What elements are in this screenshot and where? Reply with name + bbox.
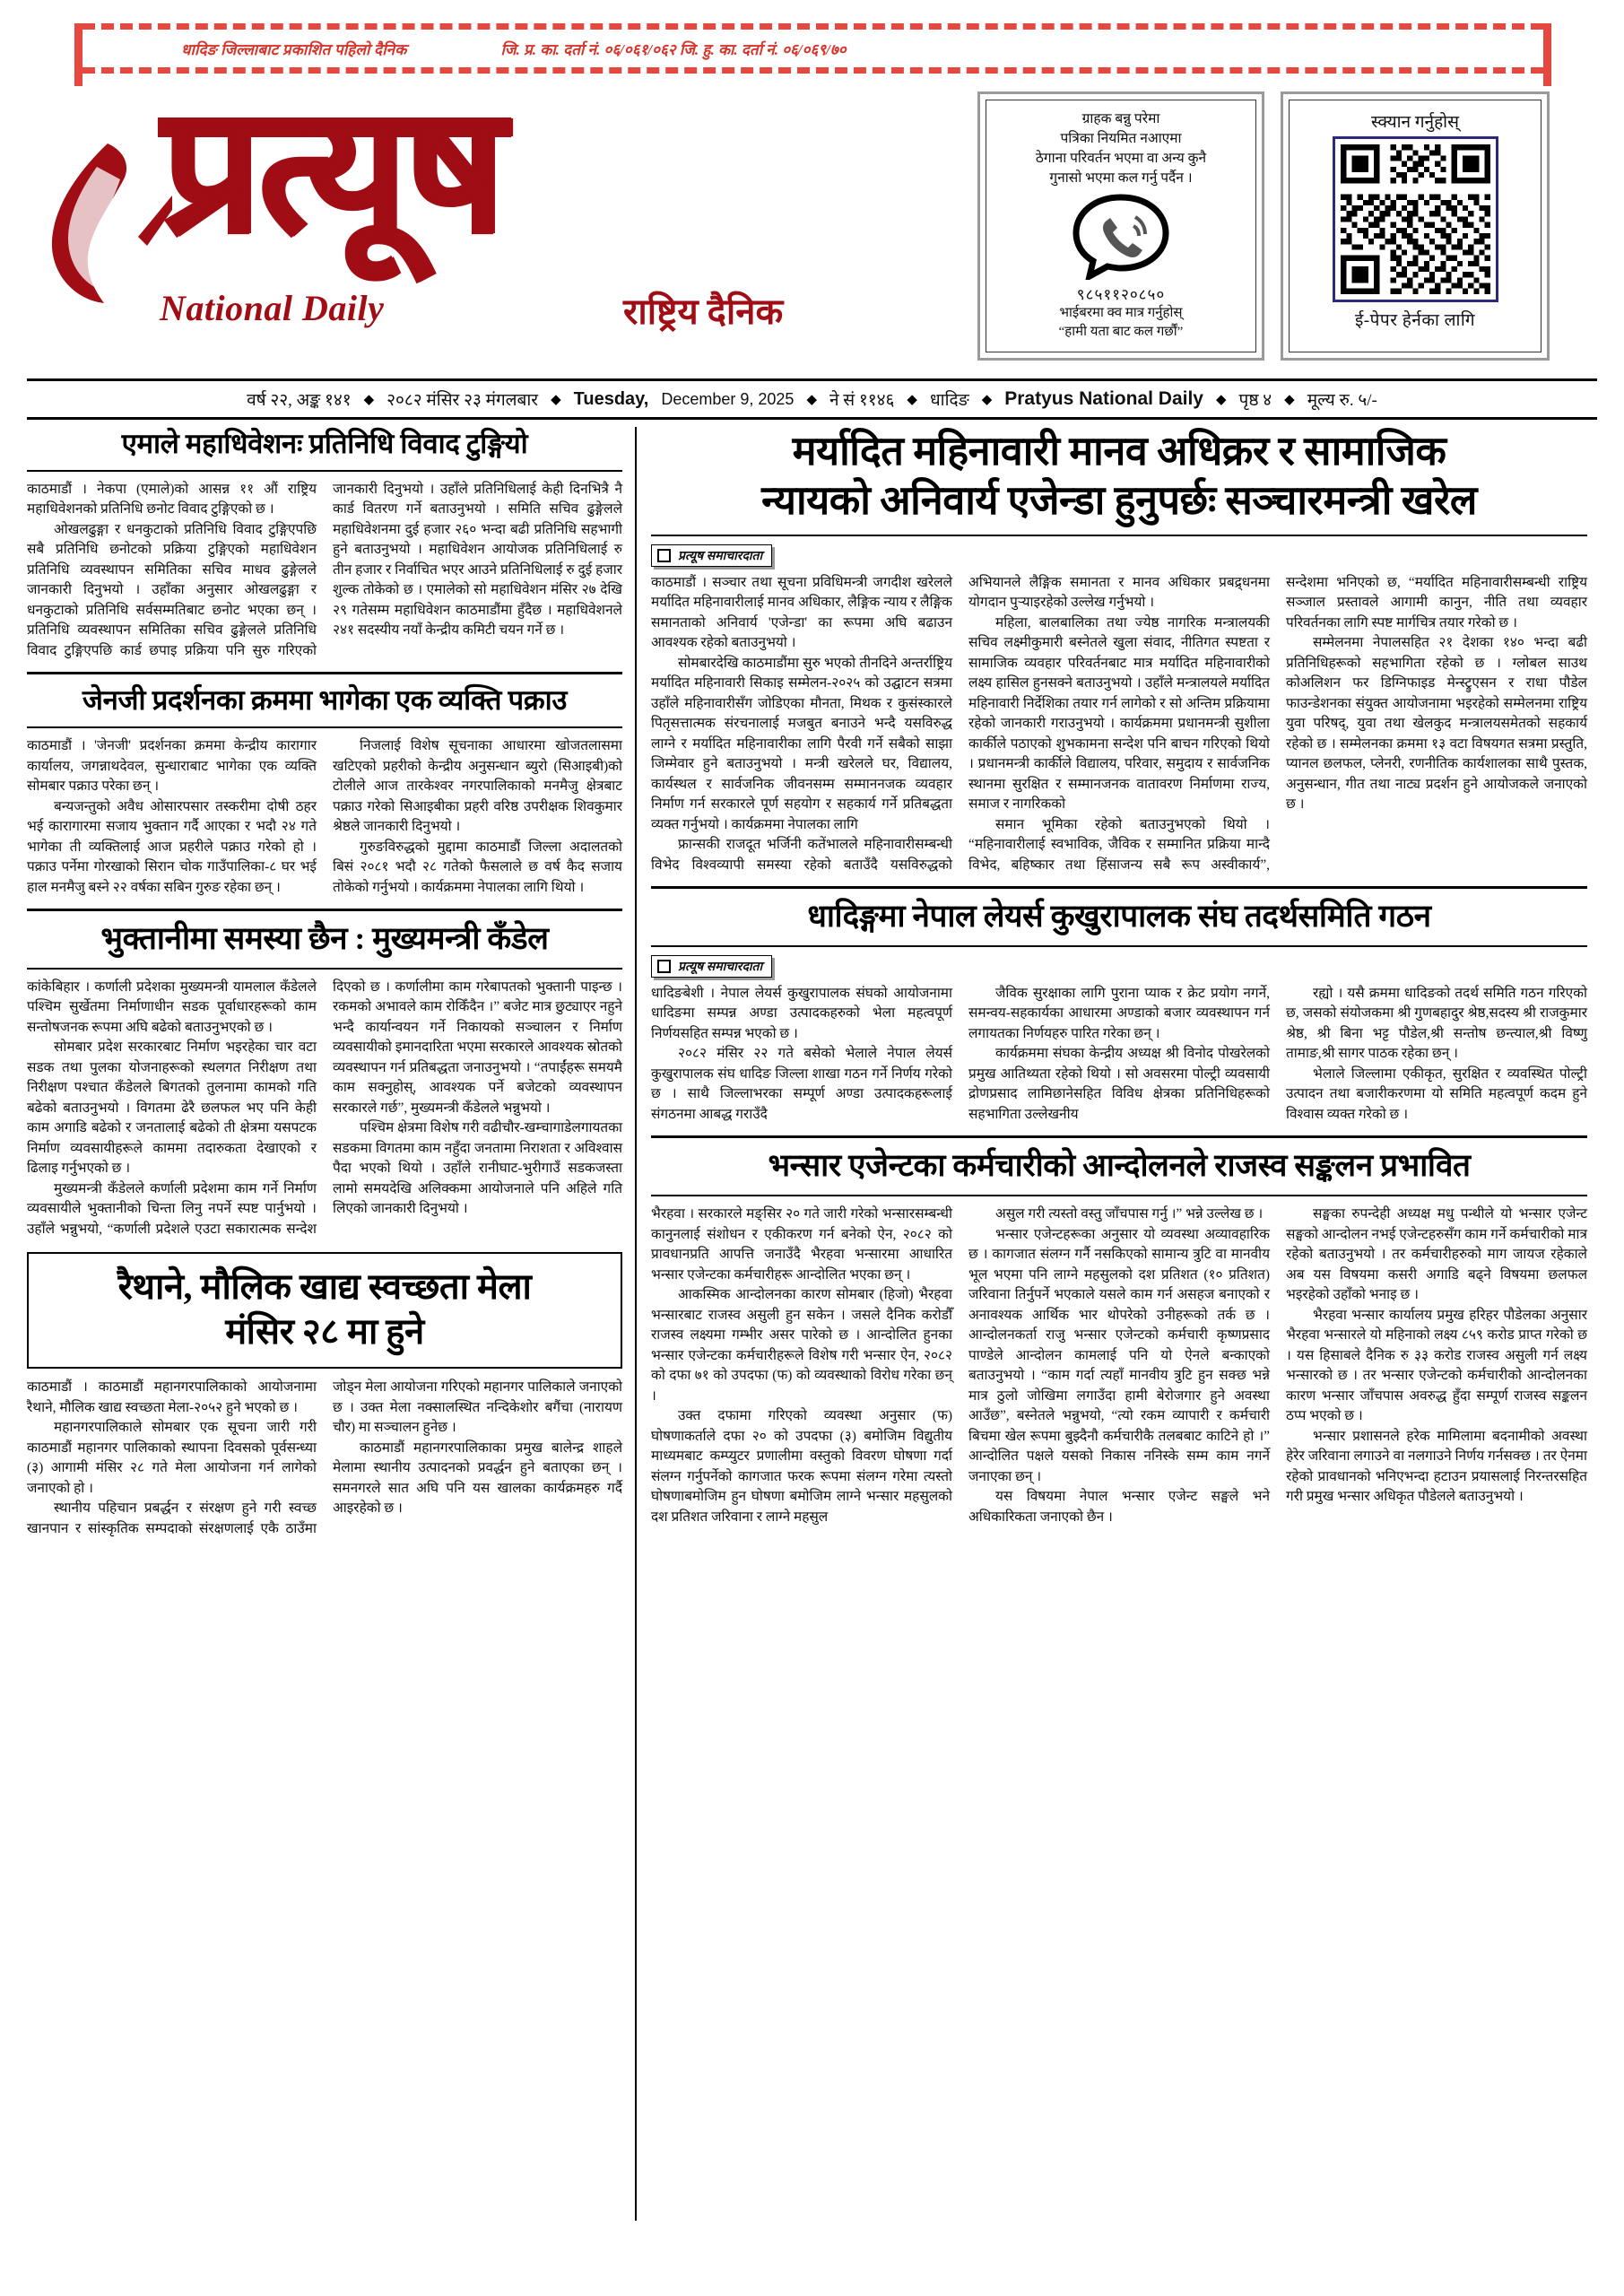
story-emale-convention — [27, 427, 622, 661]
qr-scan-box — [1281, 91, 1550, 361]
byline-tag — [651, 544, 772, 567]
paragraph: काठमाडौं । 'जेनजी' प्रदर्शनका क्रममा केन्द्रीय कारागार कार्यालय, जगन्नाथदेवल, सुन्धाराबाट भागेका एक व्यक्ति सोमबार पक्राउ परेका छन् । — [27, 738, 317, 795]
paragraph: भन्सार प्रशासनले हरेक मामिलामा बदनामीको अवस्था हेरेर जरिवाना लगाउने वा नलगाउने निर्णय गर्नसक्छ । तर ऐनमा रहेको प्रावधानको भनिएभन्दा हटाउन प्रयासलाई निरन्तरसहित गरी प्रमुख भन्सार अधिकृत पौडेलले बताउनुभयो । — [1286, 1428, 1587, 1505]
headline-poultry[interactable]: धादिङ्गमा नेपाल लेयर्स कुखुरापालक संघ तदर्थसमिति गठन — [807, 899, 1431, 935]
masthead-row — [27, 74, 1597, 373]
date-nepali: २०८२ मंसिर २३ मंगलबार — [386, 391, 539, 410]
headline-payment-cm[interactable]: भुक्तानीमा समस्या छैन : मुख्यमन्त्री कँडेल — [100, 921, 549, 957]
qr-title: स्क्यान गर्नुहोस् — [1371, 113, 1459, 132]
qr-footer: ई-पेपर हेर्नका लागि — [1354, 311, 1476, 330]
paragraph: २०८२ मंसिर २२ गते बसेको भेलाले नेपाल लेयर्स कुखुरापालक संघ धादिङ जिल्ला शाखा गठन गर्ने निर्णय गरेको छ । साथै जिल्लाभरका सम्पूर्ण अण्डा उत्पादकहरूलाई संगठनमा आबद्ध गराउँदै — [651, 1046, 952, 1122]
story-genz-arrest — [27, 683, 622, 898]
viber-line-2: पत्रिका नियमित नआएमा — [1060, 131, 1182, 146]
flame-pen-icon — [38, 140, 172, 306]
body-emale-convention — [27, 480, 622, 662]
publication-place: धादिङ — [929, 391, 969, 410]
subscriber-contact-box — [977, 91, 1264, 361]
separator-diamond-6: ◆ — [1216, 392, 1227, 407]
divider — [651, 886, 1587, 889]
body-food-fair — [27, 1378, 622, 1539]
separator-diamond-5: ◆ — [981, 392, 993, 407]
separator-diamond-2: ◆ — [551, 392, 561, 407]
viber-line-1: ग्राहक बन्नु परेमा — [1081, 111, 1160, 126]
divider — [27, 968, 622, 970]
paragraph: महिला, बालबालिका तथा ज्येष्ठ नागरिक मन्त्रालयकी सचिव लक्ष्मीकुमारी बस्नेतले खुला संवाद, नीतिगत स्पष्टता र सामाजिक व्यवहार परिवर्तनबाट मात्र मर्यादित महिनावारीको लक्ष्य हासिल हुनसक्ने बताउनुभयो । उहाँले मन्त्रालयले मर्यादित महिनावारी निर्देशिका तयार गर्न लागेको र सो अन्तिम प्रक्रियामा रहेको जानकारी गराउनुभयो । कार्यक्रममा प्रधानमन्त्री सुशीला कार्कीले पठाएको शुभकामना सन्देश पनि बाचन गरिएको थियो । प्रधानमन्त्री कार्कीले विद्यालय, परिवार, समुदाय र सार्वजनिक स्थानमा सुरक्षित र सम्मानजनक वातावरण निर्माणमा राज्य, समाज र नागरिकको — [968, 614, 1270, 813]
viber-phone-icon — [1071, 194, 1171, 280]
byline-label: प्रत्यूष समाचारदाता — [678, 549, 763, 563]
paragraph: कांकेबिहार । कर्णाली प्रदेशका मुख्यमन्त्री यामलाल कँडेलले पश्चिम सुर्खेतमा निर्माणाधीन सडक पूर्वाधारहरूको काम सन्तोषजनक रूपमा अघि बढेको बताउनुभएको छ । — [27, 978, 317, 1035]
viber-note-1: भाईबरमा क्व मात्र गर्नुहोस् — [1059, 306, 1183, 320]
nameplate — [27, 74, 960, 332]
paragraph: सङ्घका रुपन्देही अध्यक्ष मधु पन्थीले यो भन्सार एजेन्ट सङ्घको आन्दोलन नभई एजेन्टहरुसँग काम गर्ने कर्मचारीको मात्र रहेको बताउनुभयो । तर कर्मचारीहरुको माग जायज रहेकाले अब यस विषयमा कसरी अगाडि बढ्ने विषयमा छलफल भइरहेको उहाँको भनाइ छ । — [1286, 1206, 1587, 1303]
headline-genz-arrest[interactable]: जेनजी प्रदर्शनका क्रममा भागेका एक व्यक्ति पक्राउ — [82, 684, 568, 717]
byline-square-icon — [657, 960, 671, 973]
boxed-headline-food-fair[interactable] — [27, 1252, 622, 1369]
separator-diamond-7: ◆ — [1284, 392, 1295, 407]
separator-diamond-1: ◆ — [363, 392, 375, 407]
paragraph: धादिङबेशी । नेपाल लेयर्स कुखुरापालक संघको आयोजनामा धादिङमा सम्पन्न अण्डा उत्पादकहरुको भेला महत्वपूर्ण निर्णयसहित सम्पन्न भएको छ । — [651, 985, 952, 1041]
paragraph: काठमाडौं । सञ्चार तथा सूचना प्रविधिमन्त्री जगदीश खरेलले मर्यादित महिनावारीलाई मानव अधिकार, लैङ्गिक न्याय र लैङ्गिक समानताको अनिवार्य 'एजेन्डा' का रूपमा अघि बढाउन आवश्यक रहेको बताउनुभयो । — [651, 574, 952, 651]
divider — [651, 1135, 1587, 1138]
divider — [651, 1195, 1587, 1196]
divider — [651, 945, 1587, 947]
masthead-logo — [27, 74, 977, 373]
volume-issue: वर्ष २२, अङ्क १४१ — [247, 391, 352, 410]
weekday-english: Tuesday, — [573, 388, 649, 409]
masthead-subtitle-english: National Daily — [160, 288, 385, 328]
registration-strip — [83, 23, 1543, 74]
paragraph: समान भूमिका रहेको बताउनुभएको थियो । “महिनावारीलाई स्वभाविक, जैविक र सम्मानित प्रक्रिया मान्दै विभेद, बहिष्कार तथा हिंसाजन्य सबै रूप अस्वीकार्य”, सन्देशमा भनिएको छ, “मर्यादित महिनावारीसम्बन्धी राष्ट्रिय सञ्जाल प्रस्तावले आगामी कानुन, नीति तथा व्यवहार परिवर्तनका लागि स्पष्ट मार्गचित्र तयार गरेको छ । — [968, 574, 1587, 873]
paragraph: भैरहवा भन्सार कार्यालय प्रमुख हरिहर पौडेलका अनुसार भैरहवा भन्सारले यो महिनाको लक्ष्य ८५९ करोड प्राप्त गरेको छ । यस हिसाबले दैनिक रु ३३ करोड राजस्व असुली गर्न लक्ष्य भन्सारको छ । तर भन्सार एजेन्टको कर्मचारीको आन्दोलनका कारण भन्सार जाँचपास अवरुद्ध हुँदा सम्पूर्ण राजस्व सङ्कलन ठप्प भएको छ । — [1286, 1307, 1587, 1424]
story-menstruation-lead — [651, 427, 1587, 875]
paragraph: यस विषयमा नेपाल भन्सार एजेन्ट सङ्घले भने अधिकारिकता जनाएको छैन । — [968, 1489, 1270, 1525]
brand-name-english: Pratyus National Daily — [1004, 388, 1203, 409]
story-customs-agents — [651, 1147, 1587, 1527]
headline-lead-line1[interactable]: मर्यादित महिनावारी मानव अधिक्रर र सामाजिक — [792, 429, 1446, 474]
content-area — [27, 427, 1597, 2221]
viber-line-4: गुनासो भएमा कल गर्नु पर्दैन । — [1049, 170, 1193, 186]
byline-tag — [651, 955, 772, 978]
body-payment-cm — [27, 978, 622, 1240]
paragraph: बन्यजन्तुको अवैध ओसारपसार तस्करीमा दोषी ठहर भई कारागारमा सजाय भुक्तान गर्दै आएका र भदौ २४ गते भागेका ती व्यक्तिलाई आज प्रहरीले पक्राउ गरेको हो । पक्राउ पर्नेमा गोरखाको सिरान चोक गाउँपालिका-८ घर भई हाल मनमैजु बस्ने २२ वर्षका सबिन गुरुङ रहेका छन् । — [27, 798, 317, 895]
separator-diamond-3: ◆ — [806, 392, 817, 407]
paragraph: सम्मेलनमा नेपालसहित २१ देशका १४० भन्दा बढी प्रतिनिधिहरूको सहभागिता रहेको छ । ग्लोबल साउथ कोअलिशन फर डिग्निफाइड मेन्स्ट्रुएसन र राधा पौडेल फाउन्डेशनका संयुक्त आयोजनामा भइरहेको सम्मेलनमा राष्ट्रिय युवा परिषद्, युवा तथा खेलकुद मन्त्रालयसमेतको सहकार्य रहेको छ । सम्मेलनका क्रममा १३ वटा विषयगत सत्रमा प्रस्तुति, प्यानल छलफल, प्लेनरी, रणनीतिक कार्यशालका साथै पुस्तक, अनुसन्धान, गीत तथा नाट्य प्रदर्शन हुने आयोजकले जनाएको छ । — [1286, 635, 1587, 813]
paragraph: गुरुङविरुद्धको मुद्दामा काठमाडौं जिल्ला अदालतको बिसं २०८१ भदौ २८ गतेको फैसलाले छ वर्ष कैद सजाय तोकेको गर्नुभयो । कार्यक्रममा नेपालका लागि थियो । — [333, 839, 622, 895]
paragraph: कार्यक्रममा संघका केन्द्रीय अध्यक्ष श्री विनोद पोखरेलको प्रमुख आतिथ्यता रहेको थियो । सो अवसरमा पोल्ट्री व्यवसायी द्रोणप्रसाद लामिछानेसहित विविध क्षेत्रका प्रतिनिधिहरूको सहभागिता उल्लेखनीय — [968, 1046, 1270, 1122]
divider — [27, 672, 622, 674]
header-boxes — [977, 91, 1550, 361]
story-poultry-association — [651, 898, 1587, 1125]
paragraph: काठमाडौं । काठमाडौं महानगरपालिकाको आयोजनामा रैथाने, मौलिक खाद्य स्वच्छता मेला-२०५२ हुने भएको छ । — [27, 1379, 317, 1415]
viber-phone-number: ९८५११२०८५० — [1076, 286, 1166, 303]
divider — [27, 909, 622, 911]
paragraph: भन्सार एजेन्टहरूका अनुसार यो व्यवस्था अव्यावहारिक छ । कागजात संलग्न गर्नै नसकिएको सामान्य त्रुटि वा मानवीय भूल भएमा पनि लाग्ने महसुलको दश प्रतिशत (१० प्रतिशत) जरिवाना तिर्नुपर्ने भएकाले यसले काम गर्न असहज बनाएको र अनावश्यक आर्थिक भार थोपरेको उनीहरूको तर्क छ । आन्दोलनकर्ता राजु भन्सार एजेन्टको कर्मचारी कृष्णप्रसाद पाण्डेले आन्दोलन कामलाई पनि यो ऐनले बन्काएको बताउनुभयो । “काम गर्दा त्यहाँ मानवीय त्रुटि हुन सक्छ भन्ने मात्र ठुलो जोखिमा लगाउँदा हामी बेरोजगार हुने अवस्था आउँछ”, बस्नेतले भन्नुभयो, “त्यो रकम व्यापारी र कर्मचारी बिचमा खेल रूपमा बुझ्दैनौ कर्मचारीकै तलबबाट काटिने हो ।” आन्दोलित पक्षले यसको निकास ननिस्के सम्म काम नगर्ने जनाएका छन् । — [968, 1226, 1270, 1484]
separator-diamond-4: ◆ — [907, 392, 917, 407]
date-english: December 9, 2025 — [661, 389, 795, 408]
right-column — [637, 427, 1587, 2221]
paragraph: भेलाले जिल्लामा एकीकृत, सुरक्षित र व्यवस्थित पोल्ट्री उत्पादन तथा बजारीकरणमा यो समिति महत्वपूर्ण कदम हुने विश्वास व्यक्त गरेको छ । — [1286, 1065, 1587, 1122]
paragraph: आकस्मिक आन्दोलनका कारण सोमबार (हिजो) भैरहवा भन्सारबाट राजस्व असुली हुन सकेन । जसले दैनिक करोडौँ राजस्व लक्ष्यमा गम्भीर असर पारेको छ । आन्दोलित हुनका भन्सार एजेन्टका कर्मचारीहरूले विशेष गरी भन्सार ऐन, २०८२ को दफा ७१ को उपदफा (फ) को व्यवस्थाको विरोध गरेका छन् । — [651, 1287, 952, 1404]
paragraph: निजलाई विशेष सूचनाका आधारमा खोजतलासमा खटिएको प्रहरीको केन्द्रीय अनुसन्धान ब्युरो (सिआइबी)को टोलीले आज तारकेश्वर नगरपालिकाको मनमैजु क्षेत्रबाट पक्राउ गरेको सिआइबीका प्रहरी वरिष्ठ उपरीक्षक शिवकुमार श्रेष्ठले जानकारी दिनुभयो । — [333, 738, 622, 835]
headline-food-fair-line1: रैथाने, मौलिक खाद्य स्वच्छता मेला — [117, 1266, 532, 1308]
divider — [27, 470, 622, 472]
paragraph: स्थानीय पहिचान प्रबर्द्धन र संरक्षण हुने गरी स्वच्छ खानपान र सांस्कृतिक सम्पदाको संरक्षणलाई एकै ठाउँमा जोड्न मेला आयोजना गरिएको महानगर पालिकाले जनाएको छ । उक्त मेला नक्सालस्थित नन्दिकेशोर बगैंचा (नारायण चौर) मा सञ्चालन हुनेछ । — [27, 1379, 622, 1536]
body-lead — [651, 573, 1587, 876]
paragraph: पश्चिम क्षेत्रमा विशेष गरी वढीचौर-खम्चागाडेलगायतका सडकमा विगतमा काम नहुँदा जनतामा निराशता र अविश्वास पैदा भएको थियो । उहाँले रानीघाट-भुरीगाउँ सडकजस्ता लामो समयदेखि अलिक्कमा आयोजनाले पनि अहिले गति लिएको जानकारी दिनुभयो । — [333, 1120, 622, 1217]
viber-line-3: ठेगाना परिवर्तन भएमा वा अन्य कुनै — [1035, 151, 1207, 166]
registration-right-text: जि. प्र. का. दर्ता नं. ०६/०६१/०६२ जि. हु. का. दर्ता नं. ०६/०६९/७० — [500, 40, 847, 58]
dateline-bar — [27, 378, 1597, 420]
paragraph: काठमाडौं महानगरपालिकाका प्रमुख बालेन्द्र शाहले मेलामा स्थानीय उत्पादनको प्रवर्द्धन हुने बताएका छन् । समनगरले सात अघि पनि यस खालका कार्यक्रमहरु गर्दै आइरहेको छ । — [333, 1439, 622, 1517]
headline-customs[interactable]: भन्सार एजेन्टका कर्मचारीको आन्दोलनले राजस्व सङ्कलन प्रभावित — [768, 1148, 1471, 1184]
viber-note-2: “हामी यता बाट कल गर्छौं” — [1058, 325, 1184, 339]
paragraph: महानगरपालिकाले सोमबार एक सूचना जारी गरी काठमाडौं महानगर पालिकाको स्थापना दिवसको पूर्वसन्ध्या (३) आगामी मंसिर २८ गते मेला आयोजना गर्न लागेको जनाएको हो । — [27, 1420, 317, 1496]
price: मूल्य रु. ५/- — [1307, 391, 1377, 410]
page-count: पृष्ठ ४ — [1238, 391, 1272, 410]
paragraph: उक्त दफामा गरिएको व्यवस्था अनुसार (फ) घोषणाकर्ताले दफा २० को उपदफा (३) बमोजिम विद्युतीय माध्यमबाट कम्प्युटर प्रणालीमा वस्तुको विवरण घोषणा गर्दा संलग्न गर्नुपर्नेको कागजात फरक रूपमा संलग्न गरेमा त्यस्तो घोषणाबमोजिम हुन घोषणा बमोजिम लाग्ने भन्सार महसुलको दश प्रतिशत जरिवाना र लाग्ने महसुल — [651, 1408, 952, 1525]
paragraph: भैरहवा । सरकारले मङ्सिर २० गते जारी गरेको भन्सारसम्बन्धी कानुनलाई संशोधन र एकीकरण गर्न बनेको ऐन, २०८२ को प्रावधानप्रति आपत्ति जनाउँदै भैरहवा भन्सारमा आधारित भन्सार एजेन्टका कर्मचारीहरू आन्दोलित भएका छन् । — [651, 1206, 952, 1283]
paragraph: मुख्यमन्त्री कँडेलले कर्णाली प्रदेशमा काम गर्ने निर्माण व्यवसायीले भुक्तानीको चिन्ता लिनु नपर्ने स्पष्ट पार्नुभयो । उहाँले भन्नुभयो, “कर्णाली प्रदेशले एउटा सकारात्मक सन्देश दिएको छ । कर्णालीमा काम गरेबापतको भुक्तानी पाइन्छ । रकमको अभावले काम रोकिँदैन ।” बजेट मात्र छुट्याएर नहुने भन्दै कार्यान्वयन गर्ने निकायको सञ्चालन र निर्माण व्यवसायीको इमानदारिता भएमा सरकारले आवश्यक स्रोतको व्यवस्थापन गर्न प्रतिबद्धता जनाउनुभयो । “तपाईंहरू समयमै काम सक्नुहोस्, आवश्यक पर्ने बजेटको व्यवस्थापन सरकारले गर्छ”, मुख्यमन्त्री कँडेलले भन्नुभयो । — [27, 978, 622, 1237]
paragraph: रह्यो । यसै क्रममा धादिङको तदर्थ समिति गठन गरिएको छ, जसको संयोजकमा श्री गुणबहादुर श्रेष्ठ,सदस्य श्री राजकुमार श्रेष्ठ, श्री बिना भट्ट पौडेल,श्री सन्तोष छन्त्याल,श्री विष्णु तामाङ,श्री सागर पाठक रहेका छन् । — [1286, 985, 1587, 1062]
byline-label: प्रत्यूष समाचारदाता — [678, 960, 763, 974]
paragraph: असुल गरी त्यस्तो वस्तु जाँचपास गर्नु ।” भन्ने उल्लेख छ । — [995, 1206, 1264, 1222]
divider — [651, 535, 1587, 536]
masthead-subtitle-nepali: राष्ट्रिय दैनिक — [623, 291, 784, 332]
paragraph: काठमाडौं । नेकपा (एमाले)को आसन्न ११ औं राष्ट्रिय महाधिवेशनको प्रतिनिधि छनोट विवाद टुङ्गिएको छ । — [27, 481, 317, 517]
story-food-fair — [27, 1252, 622, 1539]
paragraph: सोमबारदेखि काठमाडौंमा सुरु भएको तीनदिने अन्तर्राष्ट्रिय मर्यादित महिनावारी सिकाइ सम्मेलन-२०२५ को उद्घाटन सत्रमा उहाँले महिनावारीसँग जोडिएका मौनता, मिथक र कुसंस्कारले पितृसत्तात्मक संरचनालाई मजबुत बनाउने भन्दै यसविरुद्ध लाग्ने र मर्यादित महिनावारीका लागि पैरवी गर्ने सबैको साझा जिम्मेवार हुने बताउनुभयो । मन्त्री खरेलले घर, विद्यालय, कार्यस्थल र सार्वजनिक जीवनसम्म सम्माननजक व्यवहार निर्माण गर्न सरकारले पूर्ण सहयोग र सहकार्य गर्ने प्रतिबद्धता व्यक्त गर्नुभयो । कार्यक्रममा नेपालका लागि — [651, 655, 952, 832]
headline-lead-line2[interactable]: न्यायको अनिवार्य एजेन्डा हुनुपर्छः सञ्चारमन्त्री खरेल — [761, 477, 1477, 523]
byline-square-icon — [657, 549, 671, 562]
qr-code-icon[interactable] — [1333, 136, 1498, 302]
body-genz-arrest — [27, 736, 622, 898]
registration-left-text: धादिङ जिल्लाबाट प्रकाशित पहिलो दैनिक — [181, 40, 407, 58]
paragraph: जैविक सुरक्षाका लागि पुराना प्याक र क्रेट प्रयोग नगर्ने, समन्वय-सहकार्यका आधारमा अण्डाको बजार व्यवस्थापन गर्न लगायतका निर्णयहरु पारित गरेका छन् । — [968, 985, 1270, 1041]
body-poultry — [651, 984, 1587, 1126]
masthead-title: प्रत्यूष — [161, 74, 502, 269]
paragraph: ओखलढुङ्गा र धनकुटाको प्रतिनिधि विवाद टुङ्गिएपछि सबै प्रतिनिधि छनोटको प्रक्रिया टुङ्गिएको महाधिवेशन प्रतिनिधि व्यवस्थापन समितिका सचिव माधव ढुङ्गेलले जानकारी दिनुभयो । उहाँका अनुसार ओखलढुङ्गा र धनकुटाको प्रतिनिधि सर्वसम्मतिबाट छनोट भएका छन् । प्रतिनिधि व्यवस्थापन समितिका सचिव ढुङ्गेलले प्रतिनिधि विवाद टुङ्गिएपछि कार्ड छपाइ प्रक्रिया पनि सुरु गरिएको जानकारी दिनुभयो । उहाँले प्रतिनिधिलाई केही दिनभित्रै नै कार्ड वितरण गर्ने बताउनुभयो । समिति सचिव ढुङ्गेलले महाधिवेशनमा दुई हजार २६० भन्दा बढी प्रतिनिधि सहभागी हुने बताउनुभयो । महाधिवेशन आयोजक प्रतिनिधिलाई रु तीन हजार र निर्वाचित भएर आउने प्रतिनिधिलाई रु दुई हजार शुल्क तोकेको छ । एमालेको सो महाधिवेशन मंसिर २७ देखि २९ गतेसम्म महाधिवेशन काठमाडौंमा हुँदैछ । महाधिवेशनले २४१ सदस्यीय नयाँ केन्द्रीय कमिटी चयन गर्ने छ । — [27, 481, 622, 658]
paragraph: सोमबार प्रदेश सरकारबाट निर्माण भइरहेका चार वटा सडक तथा पुलका योजनाहरूको स्थलगत निरीक्षण तथा निरीक्षण पश्चात कँडेलले बिगतको तुलनामा कामको गति बढेको बताउनुभयो । विगतमा ढेरै छलफल भए पनि केही काम अगाडि बढेको र जनतालाई बढेको ती क्षेत्रमा यसपटक निर्माण व्यवसायीहरूले काममा तदारुकता देखाएको र ढिलाइ गर्नुभएको छ । — [27, 1039, 317, 1177]
story-payment-cm — [27, 920, 622, 1239]
headline-food-fair-line2: मंसिर २८ मा हुने — [225, 1311, 424, 1352]
left-column — [27, 427, 637, 2221]
body-customs — [651, 1205, 1587, 1527]
divider — [27, 726, 622, 728]
paragraph: फ्रान्सकी राजदूत भर्जिनी कतेंभालले महिनावारीसम्बन्धी विभेद विश्वव्यापी समस्या रहेको बताउँदै यसविरुद्धको अभियानले लैङ्गिक समानता र मानव अधिकार प्रबद्र्धनमा योगदान पुऱ्याइरहेको उल्लेख गर्नुभयो । — [651, 574, 1270, 873]
nepal-sambat: ने सं ११४६ — [829, 391, 895, 410]
headline-emale-convention[interactable]: एमाले महाधिवेशनः प्रतिनिधि विवाद टुङ्गियो — [121, 428, 528, 459]
